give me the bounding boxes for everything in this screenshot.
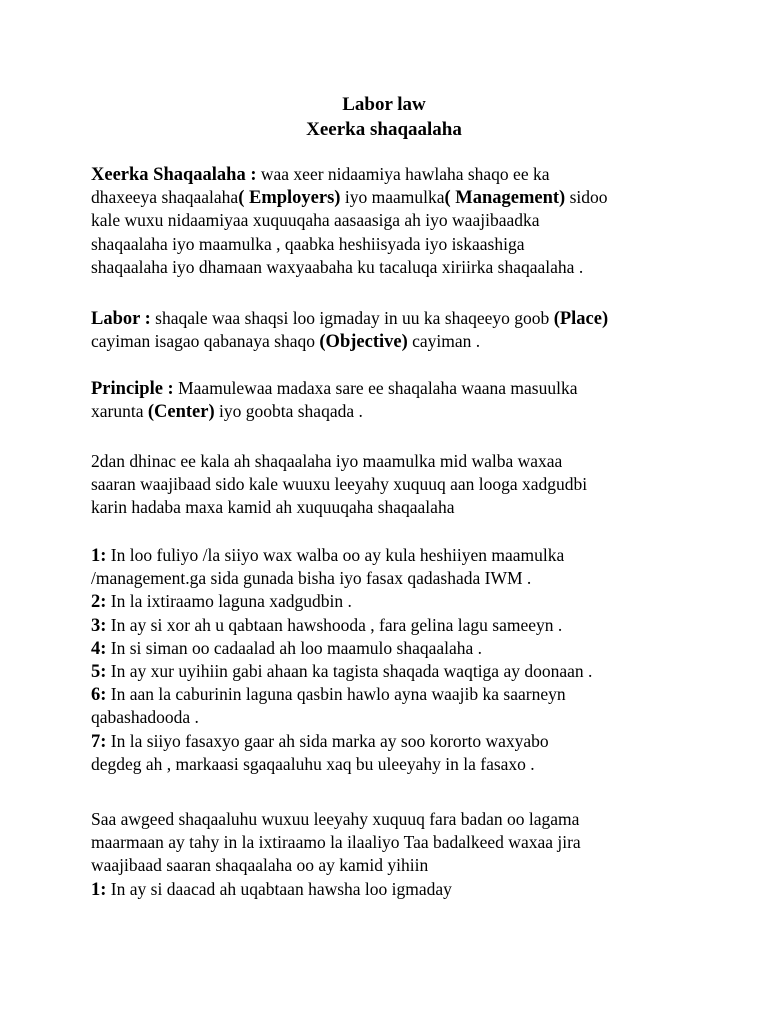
principle-term: Principle : (91, 379, 174, 399)
list-text: In ay si daacad ah uqabtaan hawsha loo igmaday (106, 878, 452, 899)
intro-line-1: 2dan dhinac ee kala ah shaqaalaha iyo maamulka mid walba waxaa (91, 451, 563, 471)
labor-paragraph (91, 307, 691, 353)
list-text: In ay xur uyihiin gabi ahaan ka tagista shaqada waqtiga ay doonaan . (106, 660, 593, 681)
list-item (91, 544, 691, 567)
labor-line-1 (91, 307, 691, 330)
list-text: In aan la caburinin laguna qasbin hawlo ayna waajib ka saarneyn (106, 684, 566, 705)
list-number: 7: (91, 731, 107, 752)
list-number: 2: (91, 592, 107, 613)
labor-text: shaqale waa shaqsi loo igmaday in uu ka shaqeeyo goob (150, 308, 554, 328)
document-subtitle: Xeerka shaqaalaha (306, 119, 462, 140)
labor-text: cayiman isagao qabanaya shaqo (91, 331, 320, 352)
employers-term: ( Employers) (238, 188, 341, 209)
rights-list (91, 544, 691, 776)
duties-paragraph (91, 808, 691, 901)
center-term: (Center) (147, 402, 215, 423)
list-item (91, 590, 691, 613)
document-title: Labor law (342, 94, 426, 115)
definition-line-4: shaqaalaha iyo maamulka , qaabka heshiisyada iyo iskaashiga (91, 233, 525, 254)
definition-text: waa xeer nidaamiya hawlaha shaqo ee ka (256, 164, 550, 184)
list-number: 4: (91, 638, 107, 659)
principle-line-1 (91, 377, 691, 400)
definition-line-2 (91, 186, 691, 209)
rights-intro-paragraph (91, 450, 691, 520)
list-text: In la siiyo fasaxyo gaar ah sida marka ay soo kororto waxyabo (106, 730, 549, 751)
list-item (91, 637, 691, 660)
labor-line-2 (91, 330, 691, 353)
list-text: In loo fuliyo /la siiyo wax walba oo ay kula heshiiyen maamulka (106, 545, 565, 565)
intro-line-3: karin hadaba maxa kamid ah xuquuqaha shaqaalaha (91, 497, 455, 518)
definition-line-3: kale wuxu nidaamiyaa xuquuqaha aasaasiga ah iyo waajibaadka (91, 210, 540, 231)
list-item (91, 730, 691, 753)
definition-text: sidoo (565, 187, 608, 208)
definition-text: iyo maamulka (340, 187, 445, 208)
objective-term: (Objective) (319, 332, 408, 353)
list-text: In si siman oo cadaalad ah loo maamulo shaqaalaha . (106, 637, 483, 658)
definition-line-5: shaqaalaha iyo dhamaan waxyaabaha ku tacaluqa xiriirka shaqaalaha . (91, 256, 584, 277)
definition-text: dhaxeeya shaqaalaha (91, 187, 239, 208)
list-item (91, 660, 691, 683)
list-number: 3: (91, 615, 107, 636)
list-text: In la ixtiraamo laguna xadgudbin . (106, 591, 352, 612)
principle-text: xarunta (91, 401, 148, 422)
closing-line-2: maarmaan ay tahy in la ixtiraamo la ilaaliyo Taa badalkeed waxaa jira (91, 832, 581, 853)
principle-line-2 (91, 400, 691, 423)
list-number: 1: (91, 546, 107, 566)
closing-line-1: Saa awgeed shaqaaluhu wuxuu leeyahy xuquuq fara badan oo lagama (91, 809, 580, 829)
list-item (91, 878, 691, 901)
list-item (91, 683, 691, 706)
labor-text: cayiman . (407, 331, 481, 352)
labor-term: Labor : (91, 309, 151, 329)
list-text: In ay si xor ah u qabtaan hawshooda , fara gelina lagu sameeyn . (106, 614, 563, 635)
definition-term: Xeerka Shaqaalaha : (91, 165, 257, 185)
list-item-continuation: degdeg ah , markaasi sgaqaaluhu xaq bu uleeyahy in la fasaxo . (91, 753, 535, 774)
intro-line-2: saaran waajibaad sido kale wuuxu leeyahy xuquuq aan looga xadgudbi (91, 474, 588, 495)
management-term: ( Management) (444, 188, 566, 209)
principle-paragraph (91, 377, 691, 423)
list-number: 1: (91, 879, 107, 900)
list-number: 6: (91, 685, 107, 706)
principle-text: Maamulewaa madaxa sare ee shaqalaha waana masuulka (173, 378, 578, 398)
closing-line-3: waajibaad saaran shaqaalaha oo ay kamid yihiin (91, 855, 429, 876)
principle-text: iyo goobta shaqada . (214, 401, 363, 422)
list-item-continuation: /management.ga sida gunada bisha iyo fasax qadashada IWM . (91, 568, 532, 589)
list-number: 5: (91, 661, 107, 682)
list-item-continuation: qabashadooda . (91, 707, 199, 728)
place-term: (Place) (553, 309, 609, 329)
list-item (91, 614, 691, 637)
definition-line-1 (91, 163, 691, 186)
definition-paragraph (91, 163, 691, 279)
